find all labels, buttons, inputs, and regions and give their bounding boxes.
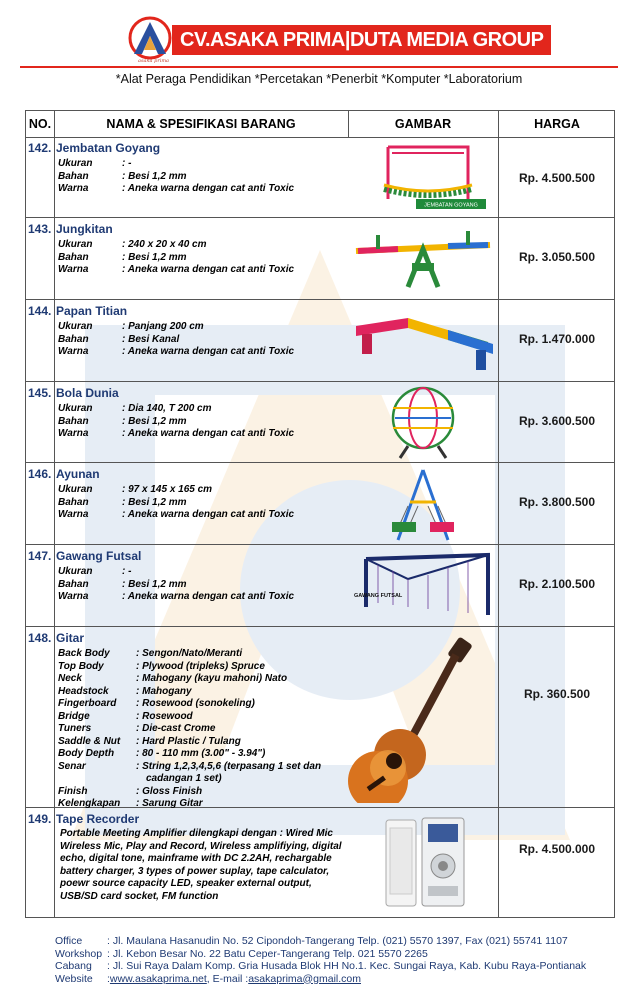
header-no: NO. xyxy=(28,117,52,131)
item-specs: Ukuran : Panjang 200 cm Bahan : Besi Kanal Warna : Aneka warna dengan cat anti Toxic xyxy=(58,321,295,357)
item-specs: Ukuran : Dia 140, T 200 cm Bahan : Besi 1,2 mm Warna : Aneka warna dengan cat anti Toxic xyxy=(58,403,295,439)
item-number: 142. xyxy=(28,141,52,155)
item-price: Rp. 360.500 xyxy=(523,687,591,701)
company-name: CV.ASAKA PRIMA|DUTA MEDIA GROUP xyxy=(172,25,551,55)
item-price: Rp. 2.100.500 xyxy=(518,577,596,591)
column-divider xyxy=(348,111,349,137)
website-link[interactable]: www.asakaprima.net xyxy=(109,972,207,985)
letterhead xyxy=(0,0,638,100)
item-name: Gitar xyxy=(56,631,85,645)
email-link[interactable]: asakaprima@gmail.com xyxy=(248,972,361,985)
table-row xyxy=(26,627,614,808)
table-row xyxy=(26,218,614,300)
item-name: Jembatan Goyang xyxy=(56,141,161,155)
item-price: Rp. 1.470.000 xyxy=(518,332,596,346)
price-list-table xyxy=(25,110,615,918)
item-specs: Ukuran : 240 x 20 x 40 cm Bahan : Besi 1,2 mm Warna : Aneka warna dengan cat anti Toxic xyxy=(58,239,295,275)
jembatan-goyang-image xyxy=(348,139,498,215)
item-price: Rp. 3.800.500 xyxy=(518,495,596,509)
item-price: Rp. 3.600.500 xyxy=(518,414,596,428)
table-row xyxy=(26,137,614,218)
item-number: 148. xyxy=(28,631,52,645)
item-name: Jungkitan xyxy=(56,222,113,236)
header-divider xyxy=(20,66,618,68)
jungkitan-image xyxy=(348,223,498,293)
item-number: 147. xyxy=(28,549,52,563)
gitar-image xyxy=(348,633,498,803)
item-specs: Ukuran : 97 x 145 x 165 cm Bahan : Besi 1,2 mm Warna : Aneka warna dengan cat anti Toxic xyxy=(58,484,295,520)
item-name: Tape Recorder xyxy=(56,812,140,826)
header-price: HARGA xyxy=(534,117,580,131)
item-number: 149. xyxy=(28,812,52,826)
tape-recorder-image xyxy=(348,814,498,912)
table-row xyxy=(26,300,614,382)
gawang-futsal-image xyxy=(348,549,498,621)
table-row xyxy=(26,382,614,463)
image-caption: JEMBATAN GOYANG xyxy=(424,202,478,209)
item-name: Papan Titian xyxy=(56,304,128,318)
item-specs: Ukuran : - Bahan : Besi 1,2 mm Warna : Aneka warna dengan cat anti Toxic xyxy=(58,566,295,602)
table-row xyxy=(26,463,614,545)
item-description: Portable Meeting Amplifier dilengkapi dengan : Wired Mic Wireless Mic, Play and Record, Wireless amplifiying, digital echo, digital tone, mainframe with DC 2.2AH, rechargable battery charger, 3 types of power suplay, tape calculator, poewr source capacity LED, speaker external output, USB/SD card socket, FM function xyxy=(60,828,342,902)
item-price: Rp. 4.500.500 xyxy=(518,171,596,185)
table-row xyxy=(26,545,614,627)
papan-titian-image xyxy=(348,306,498,374)
company-logo-icon xyxy=(128,16,172,60)
table-header xyxy=(26,111,614,138)
tagline: *Alat Peraga Pendidikan *Percetakan *Penerbit *Komputer *Laboratorium xyxy=(115,72,523,86)
item-number: 143. xyxy=(28,222,52,236)
header-image: GAMBAR xyxy=(394,117,452,131)
footer-contact: Office : Jl. Maulana Hasanudin No. 52 Cipondoh-Tangerang Telp. (021) 5570 1397, Fax (021) 55741 1107 Workshop : Jl. Kebon Besar No. 22 Batu Ceper-Tangerang Telp. 021 5570 2265 Cabang : Jl. Sui Raya Dalam Komp. Gria Husada Blok HH No.1. Kec. Sungai Raya, Kab. Kubu Raya-Pontianak Website : www.asakaprima.net , E-mail : asakaprima@gmail.com xyxy=(55,935,587,985)
logo-subtitle: asaka prima xyxy=(138,58,170,64)
item-number: 145. xyxy=(28,386,52,400)
table-row xyxy=(26,808,614,918)
bola-dunia-image xyxy=(348,384,498,460)
item-number: 146. xyxy=(28,467,52,481)
item-specs: Ukuran : - Bahan : Besi 1,2 mm Warna : Aneka warna dengan cat anti Toxic xyxy=(58,158,295,194)
item-price: Rp. 4.500.000 xyxy=(518,842,596,856)
item-number: 144. xyxy=(28,304,52,318)
header-name: NAMA & SPESIFIKASI BARANG xyxy=(106,117,296,131)
item-name: Ayunan xyxy=(56,467,100,481)
item-price: Rp. 3.050.500 xyxy=(518,250,596,264)
ayunan-image xyxy=(348,466,498,542)
item-name: Bola Dunia xyxy=(56,386,119,400)
item-name: Gawang Futsal xyxy=(56,549,142,563)
item-specs: Back Body : Sengon/Nato/Meranti Top Body : Plywood (tripleks) Spruce Neck : Mahogany (kayu mahoni) Nato Headstock : Mahogany Fingerboard : Rosewood (sonokeling) Bridge : Rosewood Tuners : Die-cast Crome Saddle & Nut : Hard Plastic / Tulang Body Depth : 80 - 110 mm (3.00" - 3.94") Senar : String 1,2,3,4,5,6 (terpasang 1 set dan cadangan 1 set) Finish : Gloss Finish Kelengkapan : Sarung Gitar xyxy=(58,648,322,809)
image-caption: GAWANG FUTSAL xyxy=(354,593,403,599)
